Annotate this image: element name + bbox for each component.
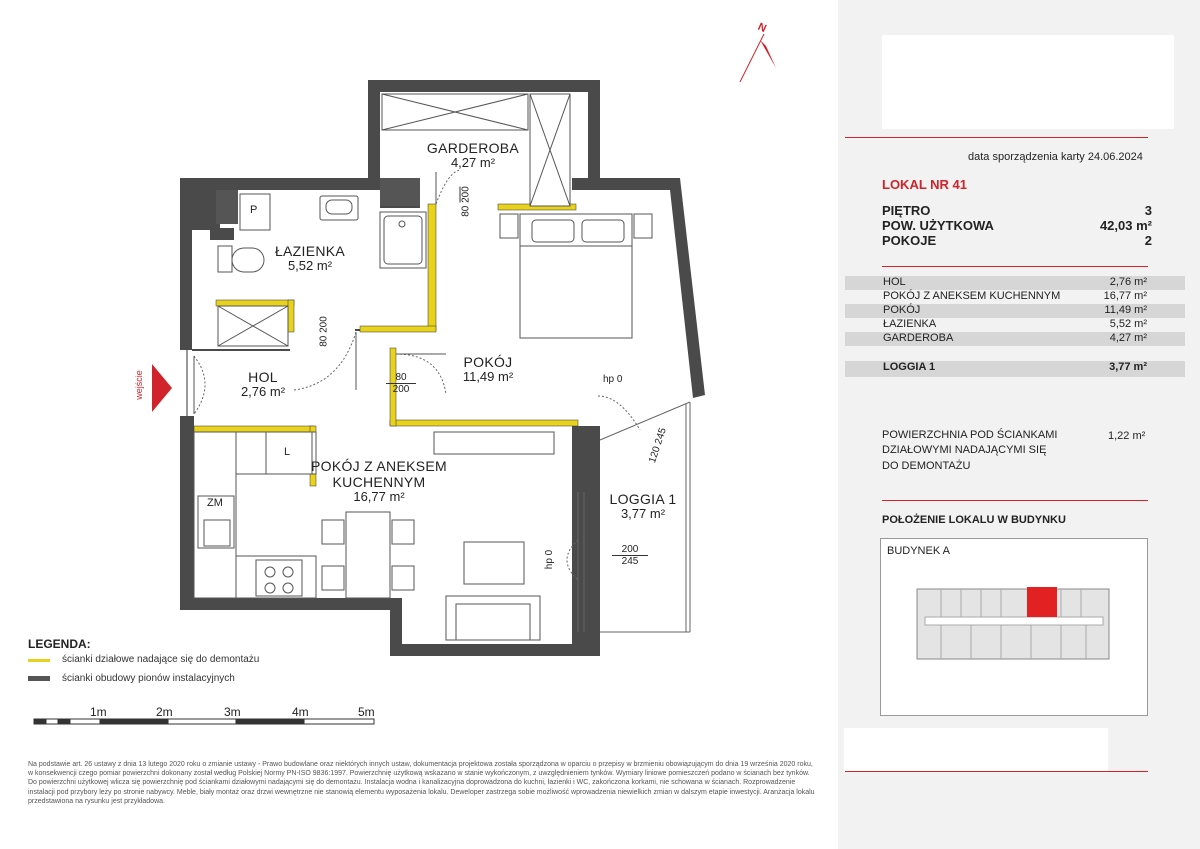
- divider: [882, 500, 1148, 501]
- dim-height: 200: [460, 186, 472, 203]
- footer-disclaimer: Na podstawie art. 26 ustawy z dnia 13 lutego 2020 roku o zmianie ustawy - Prawo budowlane oraz niektórych innych ustaw, dokumentacja projektowa została sporządzona w oparciu o przepisy w brzmieniu obowiązującym do dnia 19 września 2020 roku, w konsekwencji czego pomiar powierzchni dokonany został według Polskiej Normy PN-ISO 9836:1997. Powierzchnię użytkową wskazano w stanie wykończonym, z uwzględnieniem tynków. Wymiary liniowe pomieszczeń podano w ścianach bez tynków. Do powierzchni użytkowej wlicza się powierzchnię pod ściankami działowymi nadającymi się do demontażu. Instalacja wodna i kanalizacyjna doprowadzona do kuchni, łazienki i WC, zakończona korkami, nie schowana w ścianach. Rozprowadzenie instalacji pod przybory leży po stronie nabywcy. Meble, biały montaż oraz drzwi wewnętrzne nie stanowią elementu wyposażenia lokalu. Deweloper zastrzega sobie możliwość wprowadzenia niewielkich zmian w dalszym etapie inwestycji. Aranżacja lokalu przedstawiona na rysunku jest przykładowa.: [28, 761, 815, 805]
- room-row-area: 16,77 m²: [1103, 290, 1147, 302]
- divider: [882, 266, 1148, 267]
- key-rooms: [882, 233, 1152, 248]
- window-dim-hp-pokoj: hp 0: [603, 374, 623, 385]
- room-row-area: 11,49 m²: [1104, 304, 1147, 316]
- unit-title: LOKAL NR 41: [882, 177, 967, 192]
- key-value: 2: [1144, 233, 1152, 248]
- room-area: 2,76 m²: [240, 384, 286, 400]
- room-area: 16,77 m²: [353, 489, 405, 505]
- window-dim-hp-loggia: hp 0: [544, 549, 556, 570]
- blank-box: [844, 728, 1108, 772]
- room-area: 11,49 m²: [462, 369, 514, 385]
- dim-width: 80: [386, 372, 416, 384]
- legend-yellow-swatch: [28, 659, 50, 662]
- note-line: DZIAŁOWYMI NADAJĄCYMI SIĘ: [882, 444, 1047, 457]
- room-lazienka: [260, 243, 360, 274]
- room-row: [845, 290, 1185, 304]
- room-row-name: GARDEROBA: [883, 332, 954, 344]
- dim-height: 245: [653, 426, 669, 446]
- room-name-2: KUCHENNYM: [332, 474, 426, 491]
- room-name: HOL: [248, 369, 278, 385]
- key-floor: [882, 203, 1152, 218]
- room-area: 3,77 m²: [620, 506, 666, 522]
- room-name: POKÓJ: [463, 354, 513, 370]
- scale-3m: 3m: [224, 705, 241, 719]
- room-name: POKÓJ Z ANEKSEM: [311, 458, 447, 474]
- entrance-arrow-icon: [152, 364, 172, 412]
- fixture-l: L: [284, 446, 291, 458]
- note-line: DO DEMONTAŻU: [882, 459, 971, 472]
- dim-height: 245: [621, 556, 639, 567]
- dim-width: 80: [460, 205, 472, 217]
- legend-yellow-text: ścianki działowe nadające się do demontażu: [62, 654, 260, 665]
- room-row-name: POKÓJ Z ANEKSEM KUCHENNYM: [883, 290, 1061, 302]
- room-row: [845, 304, 1185, 318]
- room-area: 5,52 m²: [287, 258, 333, 274]
- room-name: ŁAZIENKA: [274, 243, 346, 259]
- room-row-area: 5,52 m²: [1109, 318, 1147, 330]
- key-value: 3: [1144, 203, 1152, 218]
- room-name: GARDEROBA: [426, 140, 520, 156]
- room-pokoj: [448, 354, 528, 385]
- scale-5m: 5m: [358, 705, 375, 719]
- room-hol: [228, 369, 298, 400]
- building-map: [880, 538, 1148, 716]
- key-area: [882, 218, 1152, 233]
- room-row-area: 2,76 m²: [1109, 276, 1147, 288]
- room-name: LOGGIA 1: [609, 491, 677, 507]
- key-label: POKOJE: [882, 233, 937, 248]
- room-area: 4,27 m²: [450, 155, 496, 171]
- legend-title: LEGENDA:: [28, 637, 91, 651]
- demolish-note-value: 1,22 m²: [1108, 430, 1146, 442]
- window-dim-loggia: [612, 544, 648, 567]
- legend-grey-swatch: [28, 676, 50, 681]
- building-plan: [881, 539, 1147, 715]
- room-aneks: [304, 458, 454, 505]
- door-dim-garderoba: [461, 182, 472, 222]
- door-dim-pokoj: [386, 372, 416, 395]
- divider: [845, 771, 1148, 772]
- room-row-name: HOL: [883, 276, 906, 288]
- dim-height: 200: [392, 384, 410, 395]
- fixture-zm: ZM: [207, 497, 223, 509]
- loggia-row-name: LOGGIA 1: [883, 361, 936, 373]
- logo-placeholder: [882, 35, 1174, 129]
- location-title: POŁOŻENIE LOKALU W BUDYNKU: [882, 514, 1066, 526]
- north-arrow-icon: [740, 34, 776, 82]
- divider: [845, 137, 1148, 138]
- scale-1m: 1m: [90, 705, 107, 719]
- fixture-p: P: [250, 204, 258, 216]
- scale-bar: [34, 719, 374, 724]
- room-row: [845, 318, 1185, 332]
- demolish-note: [882, 428, 1057, 474]
- key-label: POW. UŻYTKOWA: [882, 218, 994, 233]
- north-label: N: [755, 20, 769, 36]
- card-date: data sporządzenia karty 24.06.2024: [968, 151, 1143, 163]
- dim-width: 120: [647, 445, 663, 465]
- room-row-name: POKÓJ: [883, 304, 921, 316]
- note-line: POWIERZCHNIA POD ŚCIANKAMI: [882, 429, 1058, 441]
- room-row-name: ŁAZIENKA: [883, 318, 937, 330]
- dim-width: 80: [318, 335, 330, 347]
- scale-4m: 4m: [292, 705, 309, 719]
- room-row: [845, 276, 1185, 290]
- dining-table: [322, 512, 414, 598]
- door-dim-lazienka: [319, 312, 330, 352]
- building-label: BUDYNEK A: [887, 545, 950, 557]
- unit-location-marker: [1027, 587, 1057, 617]
- room-row: [845, 332, 1185, 346]
- key-label: PIĘTRO: [882, 203, 931, 218]
- room-row-area: 4,27 m²: [1109, 332, 1147, 344]
- entrance-label: wejście: [133, 370, 144, 400]
- dim-height: 200: [318, 316, 330, 333]
- bed: [500, 214, 652, 338]
- scale-2m: 2m: [156, 705, 173, 719]
- room-loggia: [600, 491, 686, 522]
- legend-grey-text: ścianki obudowy pionów instalacyjnych: [62, 673, 235, 684]
- dim-width: 200: [612, 544, 648, 556]
- key-value: 42,03 m²: [1099, 218, 1152, 233]
- kitchen-units: [194, 432, 316, 598]
- room-garderoba: [418, 140, 528, 171]
- loggia-row-area: 3,77 m²: [1109, 361, 1147, 373]
- loggia-row: [845, 361, 1185, 377]
